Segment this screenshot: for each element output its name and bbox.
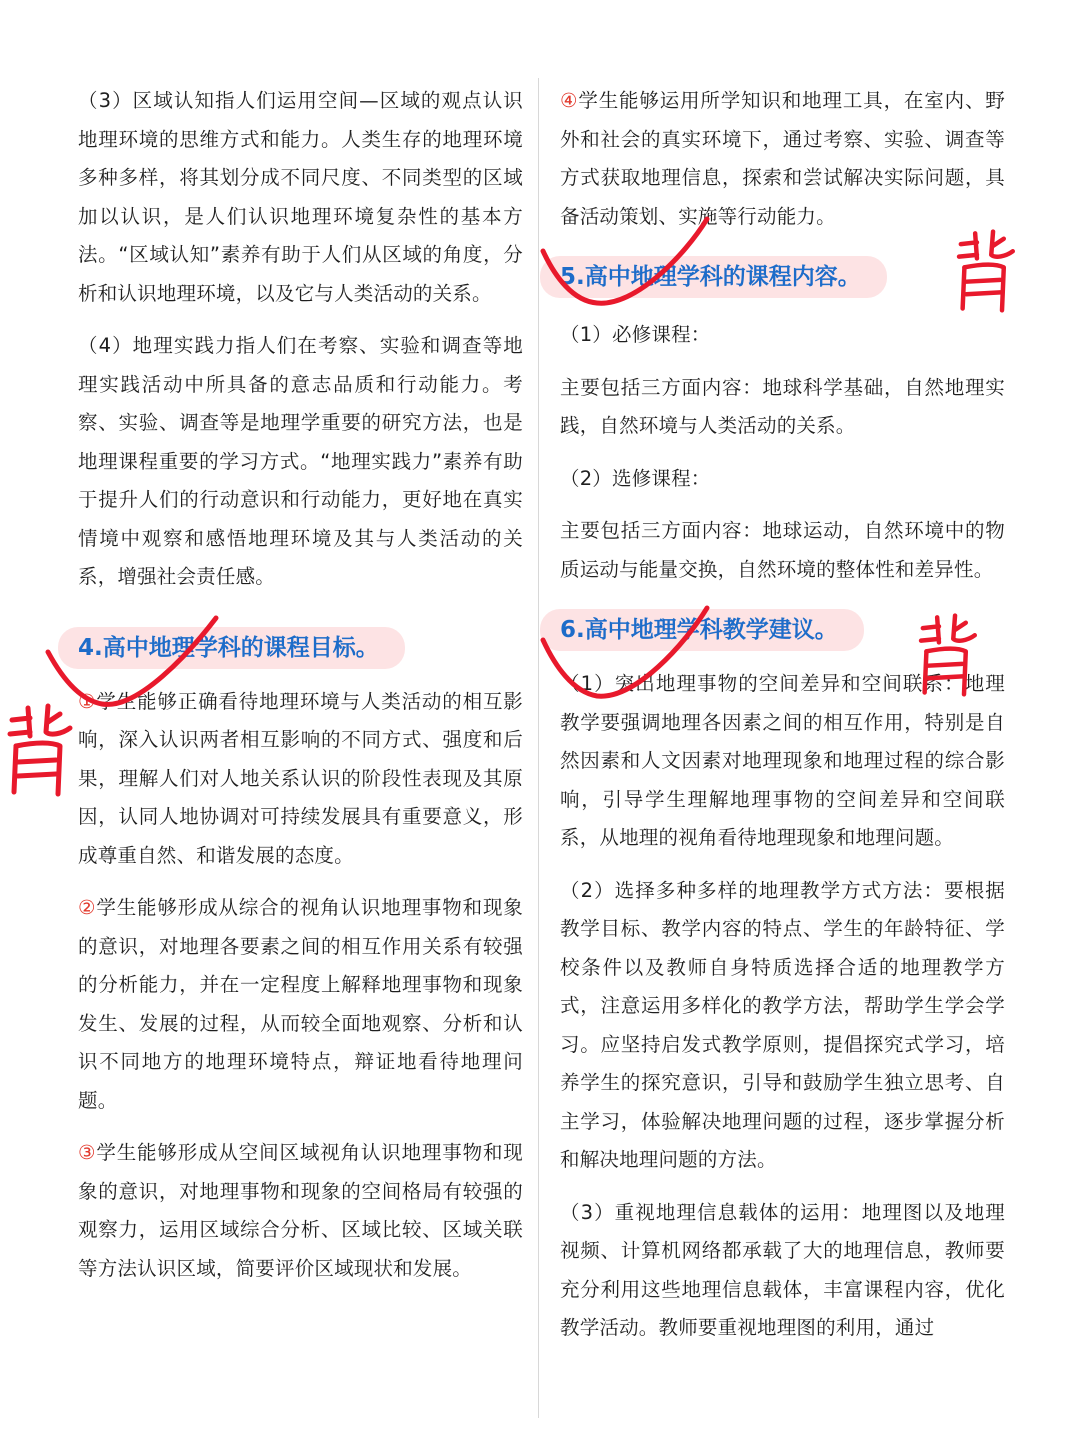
paragraph-practice-ability: （4）地理实践力指人们在考察、实验和调查等地理实践活动中所具备的意志品质和行动能力。考察、实验、调查等是地理学重要的研究方法，也是地理课程重要的学习方式。“地理实践力”素养有助于提升人们的行动意识和行动能力，更好地在真实情境中观察和感悟地理环境及其与人类活动的关系，增强社会责任感。 — [78, 334, 523, 588]
goal-number-2: ② — [78, 896, 97, 919]
goal-item-4 — [560, 82, 1005, 236]
goal-item-2 — [78, 889, 523, 1120]
section-heading-5 — [540, 256, 887, 298]
suggestion-3: （3）重视地理信息载体的运用：地理图以及地理视频、计算机网络都承载了大的地理信息，教师要充分利用这些地理信息载体，丰富课程内容，优化教学活动。教师要重视地理图的利用，通过 — [560, 1200, 1005, 1339]
goal-text-1: 学生能够正确看待地理环境与人类活动的相互影响，深入认识两者相互影响的不同方式、强度和后果，理解人们对人地关系认识的阶段性表现及其原因，认同人地协调对可持续发展具有重要意义，形成尊重自然、和谐发展的态度。 — [78, 689, 524, 867]
left-column — [78, 82, 523, 1302]
goal-text-2: 学生能够形成从综合的视角认识地理事物和现象的意识，对地理各要素之间的相互作用关系有较强的分析能力，并在一定程度上解释地理事物和现象发生、发展的过程，从而较全面地观察、分析和认识不同地方的地理环境特点，辩证地看待地理问题。 — [78, 896, 524, 1112]
section-heading-5-text: 5.高中地理学科的课程内容。 — [560, 264, 861, 290]
required-course-title: （1）必修课程： — [560, 323, 711, 346]
elective-course-body: 主要包括三方面内容：地球运动，自然环境中的物质运动与能量交换，自然环境的整体性和差异性。 — [560, 519, 1005, 581]
goal-text-4: 学生能够运用所学知识和地理工具，在室内、野外和社会的真实环境下，通过考察、实验、调查等方式获取地理信息，探索和尝试解决实际问题，具备活动策划、实施等行动能力。 — [560, 89, 1006, 228]
section-heading-6-text: 6.高中地理学科教学建议。 — [560, 617, 838, 643]
suggestion-2: （2）选择多种多样的地理教学方式方法：要根据教学目标、教学内容的特点、学生的年龄特征、学校条件以及教师自身特质选择合适的地理教学方式，注意运用多样化的教学方法，帮助学生学会学习。应坚持启发式教学原则，提倡探究式学习，培养学生的探究意识，引导和鼓励学生独立思考、自主学习，体验解决地理问题的过程，逐步掌握分析和解决地理问题的方法。 — [560, 878, 1005, 1171]
suggestion-1: （1）突出地理事物的空间差异和空间联系：地理教学要强调地理各因素之间的相互作用，特别是自然因素和人文因素对地理现象和地理过程的综合影响，引导学生理解地理事物的空间差异和空间联系，从地理的视角看待地理现象和地理问题。 — [560, 672, 1005, 849]
bei-handwriting-left — [0, 702, 78, 797]
section-heading-4 — [58, 627, 405, 669]
required-course-body: 主要包括三方面内容：地球科学基础，自然地理实践，自然环境与人类活动的关系。 — [560, 375, 1005, 437]
goal-text-3: 学生能够形成从空间区域视角认识地理事物和现象的意识，对地理事物和现象的空间格局有较强的观察力，运用区域综合分析、区域比较、区域关联等方法认识区域，简要评价区域现状和发展。 — [78, 1141, 524, 1280]
goal-number-3: ③ — [78, 1141, 97, 1164]
right-column — [560, 82, 1005, 1362]
goal-item-3 — [78, 1134, 523, 1288]
elective-course-title: （2）选修课程： — [560, 466, 711, 490]
paragraph-region-cognition: （3）区域认知指人们运用空间—区域的观点认识地理环境的思维方式和能力。人类生存的地理环境多种多样，将其划分成不同尺度、不同类型的区域加以认识，是人们认识地理环境复杂性的基本方法。“区域认知”素养有助于人们从区域的角度，分析和认识地理环境，以及它与人类活动的关系。 — [78, 89, 523, 305]
goal-number-4: ④ — [560, 89, 579, 112]
goal-number-1: ① — [78, 689, 97, 713]
goal-item-1 — [78, 683, 523, 876]
column-divider — [538, 78, 539, 1418]
section-heading-6 — [540, 609, 864, 651]
section-heading-4-text: 4.高中地理学科的课程目标。 — [78, 634, 379, 661]
